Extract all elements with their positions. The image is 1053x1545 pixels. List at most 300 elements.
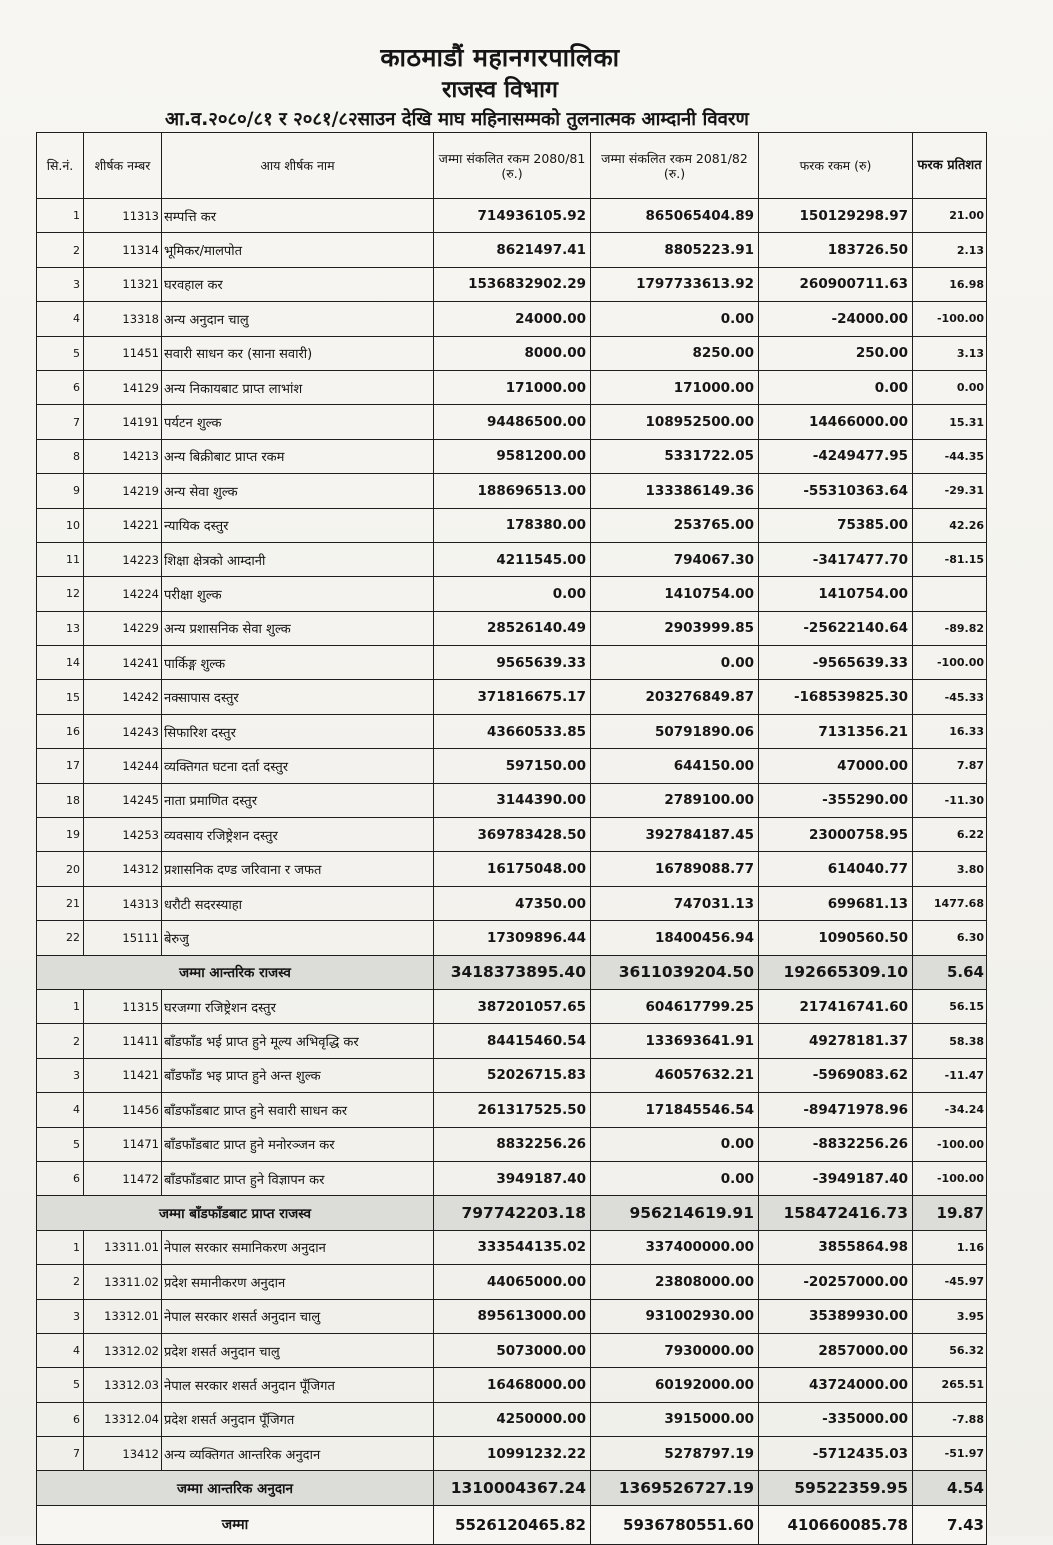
table-row <box>37 921 987 955</box>
row-percent: -45.97 <box>913 1265 987 1299</box>
row-name: प्रशासनिक दण्ड जरिवाना र जफत <box>162 852 434 886</box>
table-row <box>37 1161 987 1195</box>
row-amount-2081: 931002930.00 <box>591 1299 759 1333</box>
row-serial: 8 <box>37 439 84 473</box>
row-serial: 9 <box>37 474 84 508</box>
row-name: अन्य व्यक्तिगत आन्तरिक अनुदान <box>162 1437 434 1471</box>
section-total-row <box>37 1196 987 1230</box>
row-amount-2081: 0.00 <box>591 302 759 336</box>
row-difference: 3855864.98 <box>759 1230 913 1264</box>
section-total-difference: 59522359.95 <box>759 1471 913 1505</box>
row-difference: 75385.00 <box>759 508 913 542</box>
row-percent: -11.47 <box>913 1058 987 1092</box>
row-amount-2080: 9581200.00 <box>434 439 591 473</box>
row-difference: 1090560.50 <box>759 921 913 955</box>
row-code: 11471 <box>84 1127 162 1161</box>
row-code: 14224 <box>84 577 162 611</box>
row-amount-2081: 171000.00 <box>591 370 759 404</box>
row-amount-2080: 4211545.00 <box>434 542 591 576</box>
report-subtitle: आ.व.२०८०/८१ र २०८१/८२साउन देखि माघ महिनासम्मको तुलनात्मक आम्दानी विवरण <box>165 109 749 130</box>
row-code: 14221 <box>84 508 162 542</box>
row-percent: 3.80 <box>913 852 987 886</box>
row-serial: 4 <box>37 1093 84 1127</box>
row-amount-2080: 387201057.65 <box>434 989 591 1023</box>
row-amount-2081: 392784187.45 <box>591 818 759 852</box>
header-amount-2081: जम्मा संकलित रकम 2081/82 (रु.) <box>591 133 759 199</box>
row-name: बेरुजु <box>162 921 434 955</box>
row-name: पार्किङ्ग शुल्क <box>162 646 434 680</box>
row-amount-2080: 1536832902.29 <box>434 267 591 301</box>
row-amount-2080: 369783428.50 <box>434 818 591 852</box>
row-amount-2081: 0.00 <box>591 1161 759 1195</box>
row-difference: -55310363.64 <box>759 474 913 508</box>
table-row <box>37 577 987 611</box>
row-name: घरवहाल कर <box>162 267 434 301</box>
row-serial: 15 <box>37 680 84 714</box>
row-percent: 16.33 <box>913 714 987 748</box>
row-serial: 21 <box>37 886 84 920</box>
row-amount-2081: 8805223.91 <box>591 233 759 267</box>
row-amount-2080: 43660533.85 <box>434 714 591 748</box>
table-body <box>37 199 987 1545</box>
row-name: सवारी साधन कर (साना सवारी) <box>162 336 434 370</box>
row-difference: 1410754.00 <box>759 577 913 611</box>
row-name: नाता प्रमाणित दस्तुर <box>162 783 434 817</box>
row-name: प्रदेश समानीकरण अनुदान <box>162 1265 434 1299</box>
row-serial: 1 <box>37 1230 84 1264</box>
row-code: 14129 <box>84 370 162 404</box>
row-percent: 0.00 <box>913 370 987 404</box>
row-percent: -100.00 <box>913 302 987 336</box>
row-difference: -8832256.26 <box>759 1127 913 1161</box>
row-amount-2081: 46057632.21 <box>591 1058 759 1092</box>
section-total-2081: 1369526727.19 <box>591 1471 759 1505</box>
row-difference: 699681.13 <box>759 886 913 920</box>
section-total-percent: 5.64 <box>913 955 987 989</box>
row-amount-2080: 0.00 <box>434 577 591 611</box>
row-serial: 2 <box>37 233 84 267</box>
row-amount-2080: 714936105.92 <box>434 199 591 233</box>
row-serial: 5 <box>37 1127 84 1161</box>
row-difference: 47000.00 <box>759 749 913 783</box>
row-name: बाँडफाँडबाट प्राप्त हुने मनोरञ्जन कर <box>162 1127 434 1161</box>
row-amount-2080: 171000.00 <box>434 370 591 404</box>
header-name: आय शीर्षक नाम <box>162 133 434 199</box>
row-amount-2080: 333544135.02 <box>434 1230 591 1264</box>
row-name: व्यक्तिगत घटना दर्ता दस्तुर <box>162 749 434 783</box>
section-total-label: जम्मा आन्तरिक राजस्व <box>37 955 434 989</box>
row-serial: 1 <box>37 989 84 1023</box>
row-code: 14245 <box>84 783 162 817</box>
row-serial: 13 <box>37 611 84 645</box>
table-row <box>37 405 987 439</box>
row-amount-2081: 5331722.05 <box>591 439 759 473</box>
row-name: सम्पत्ति कर <box>162 199 434 233</box>
row-percent: -100.00 <box>913 1161 987 1195</box>
row-serial: 10 <box>37 508 84 542</box>
row-difference: 23000758.95 <box>759 818 913 852</box>
row-amount-2081: 253765.00 <box>591 508 759 542</box>
section-total-percent: 19.87 <box>913 1196 987 1230</box>
row-amount-2081: 2789100.00 <box>591 783 759 817</box>
section-total-label: जम्मा बाँडफाँडबाट प्राप्त राजस्व <box>37 1196 434 1230</box>
row-percent: 3.13 <box>913 336 987 370</box>
section-total-difference: 192665309.10 <box>759 955 913 989</box>
row-percent: -29.31 <box>913 474 987 508</box>
table-row <box>37 1024 987 1058</box>
header-percent: फरक प्रतिशत <box>913 133 987 199</box>
row-percent: 42.26 <box>913 508 987 542</box>
row-name: अन्य सेवा शुल्क <box>162 474 434 508</box>
row-serial: 6 <box>37 1161 84 1195</box>
section-total-2080: 797742203.18 <box>434 1196 591 1230</box>
row-amount-2080: 24000.00 <box>434 302 591 336</box>
row-code: 14223 <box>84 542 162 576</box>
row-amount-2081: 203276849.87 <box>591 680 759 714</box>
row-code: 11456 <box>84 1093 162 1127</box>
row-percent: -7.88 <box>913 1402 987 1436</box>
row-name: प्रदेश शसर्त अनुदान पूँजिगत <box>162 1402 434 1436</box>
row-code: 14313 <box>84 886 162 920</box>
row-name: धरौटी सदरस्याहा <box>162 886 434 920</box>
table-row <box>37 783 987 817</box>
row-amount-2081: 337400000.00 <box>591 1230 759 1264</box>
section-total-label: जम्मा आन्तरिक अनुदान <box>37 1471 434 1505</box>
row-difference: 0.00 <box>759 370 913 404</box>
row-amount-2081: 108952500.00 <box>591 405 759 439</box>
row-difference: -5969083.62 <box>759 1058 913 1092</box>
row-difference: 35389930.00 <box>759 1299 913 1333</box>
row-amount-2081: 1797733613.92 <box>591 267 759 301</box>
row-name: नेपाल सरकार शसर्त अनुदान चालु <box>162 1299 434 1333</box>
row-percent: -44.35 <box>913 439 987 473</box>
row-amount-2081: 865065404.89 <box>591 199 759 233</box>
table-header-row <box>37 133 987 199</box>
row-difference: -4249477.95 <box>759 439 913 473</box>
row-difference: 150129298.97 <box>759 199 913 233</box>
row-code: 14253 <box>84 818 162 852</box>
row-amount-2080: 9565639.33 <box>434 646 591 680</box>
row-code: 11315 <box>84 989 162 1023</box>
row-code: 11313 <box>84 199 162 233</box>
row-amount-2080: 28526140.49 <box>434 611 591 645</box>
row-code: 11451 <box>84 336 162 370</box>
row-code: 14312 <box>84 852 162 886</box>
row-serial: 19 <box>37 818 84 852</box>
row-name: अन्य अनुदान चालु <box>162 302 434 336</box>
row-amount-2080: 8000.00 <box>434 336 591 370</box>
department-title: राजस्व विभाग <box>442 77 558 103</box>
table-row <box>37 233 987 267</box>
row-percent: -89.82 <box>913 611 987 645</box>
row-serial: 3 <box>37 1058 84 1092</box>
row-name: बाँडफाँडबाट प्राप्त हुने सवारी साधन कर <box>162 1093 434 1127</box>
row-amount-2081: 133693641.91 <box>591 1024 759 1058</box>
section-total-row <box>37 955 987 989</box>
row-serial: 2 <box>37 1024 84 1058</box>
row-code: 13311.01 <box>84 1230 162 1264</box>
row-name: व्यवसाय रजिष्ट्रेशन दस्तुर <box>162 818 434 852</box>
row-percent: -100.00 <box>913 1127 987 1161</box>
row-amount-2081: 0.00 <box>591 1127 759 1161</box>
row-code: 14191 <box>84 405 162 439</box>
row-code: 13311.02 <box>84 1265 162 1299</box>
row-percent: 16.98 <box>913 267 987 301</box>
row-name: घरजग्गा रजिष्ट्रेशन दस्तुर <box>162 989 434 1023</box>
table-row <box>37 370 987 404</box>
row-code: 14219 <box>84 474 162 508</box>
row-amount-2080: 261317525.50 <box>434 1093 591 1127</box>
row-difference: -89471978.96 <box>759 1093 913 1127</box>
row-name: प्रदेश शसर्त अनुदान चालु <box>162 1333 434 1367</box>
row-percent: -100.00 <box>913 646 987 680</box>
row-amount-2080: 8832256.26 <box>434 1127 591 1161</box>
table-row <box>37 1437 987 1471</box>
row-amount-2081: 747031.13 <box>591 886 759 920</box>
row-difference: 250.00 <box>759 336 913 370</box>
section-total-difference: 158472416.73 <box>759 1196 913 1230</box>
row-amount-2081: 0.00 <box>591 646 759 680</box>
row-serial: 3 <box>37 1299 84 1333</box>
header-amount-2080: जम्मा संकलित रकम 2080/81 (रु.) <box>434 133 591 199</box>
row-amount-2080: 178380.00 <box>434 508 591 542</box>
row-difference: -24000.00 <box>759 302 913 336</box>
table-row <box>37 267 987 301</box>
row-amount-2080: 4250000.00 <box>434 1402 591 1436</box>
row-difference: -9565639.33 <box>759 646 913 680</box>
row-percent: -45.33 <box>913 680 987 714</box>
row-amount-2080: 94486500.00 <box>434 405 591 439</box>
row-difference: 49278181.37 <box>759 1024 913 1058</box>
row-amount-2080: 597150.00 <box>434 749 591 783</box>
row-name: नक्सापास दस्तुर <box>162 680 434 714</box>
row-serial: 4 <box>37 1333 84 1367</box>
row-percent: 21.00 <box>913 199 987 233</box>
row-amount-2080: 895613000.00 <box>434 1299 591 1333</box>
row-percent: 56.15 <box>913 989 987 1023</box>
row-amount-2081: 644150.00 <box>591 749 759 783</box>
row-serial: 7 <box>37 1437 84 1471</box>
row-difference: 260900711.63 <box>759 267 913 301</box>
row-code: 11472 <box>84 1161 162 1195</box>
row-amount-2081: 171845546.54 <box>591 1093 759 1127</box>
table-row <box>37 886 987 920</box>
grand-total-2080: 5526120465.82 <box>434 1505 591 1544</box>
row-serial: 6 <box>37 1402 84 1436</box>
row-code: 11411 <box>84 1024 162 1058</box>
table-row <box>37 989 987 1023</box>
row-serial: 2 <box>37 1265 84 1299</box>
row-percent: 265.51 <box>913 1368 987 1402</box>
grand-total-percent: 7.43 <box>913 1505 987 1544</box>
row-serial: 7 <box>37 405 84 439</box>
row-percent: 1477.68 <box>913 886 987 920</box>
row-serial: 5 <box>37 336 84 370</box>
row-code: 13412 <box>84 1437 162 1471</box>
row-difference: 7131356.21 <box>759 714 913 748</box>
section-total-2081: 3611039204.50 <box>591 955 759 989</box>
row-difference: 43724000.00 <box>759 1368 913 1402</box>
row-name: पर्यटन शुल्क <box>162 405 434 439</box>
row-amount-2081: 3915000.00 <box>591 1402 759 1436</box>
section-total-percent: 4.54 <box>913 1471 987 1505</box>
row-serial: 20 <box>37 852 84 886</box>
table-row <box>37 542 987 576</box>
row-amount-2081: 7930000.00 <box>591 1333 759 1367</box>
row-amount-2081: 23808000.00 <box>591 1265 759 1299</box>
table-row <box>37 818 987 852</box>
row-name: बाँडफाँडबाट प्राप्त हुने विज्ञापन कर <box>162 1161 434 1195</box>
table-row <box>37 199 987 233</box>
row-amount-2081: 604617799.25 <box>591 989 759 1023</box>
section-total-2081: 956214619.91 <box>591 1196 759 1230</box>
row-difference: -5712435.03 <box>759 1437 913 1471</box>
row-amount-2080: 16175048.00 <box>434 852 591 886</box>
table-row <box>37 1333 987 1367</box>
row-amount-2081: 8250.00 <box>591 336 759 370</box>
row-code: 14244 <box>84 749 162 783</box>
row-serial: 1 <box>37 199 84 233</box>
row-difference: 14466000.00 <box>759 405 913 439</box>
row-difference: 183726.50 <box>759 233 913 267</box>
row-code: 14213 <box>84 439 162 473</box>
row-percent <box>913 577 987 611</box>
table-row <box>37 714 987 748</box>
row-amount-2080: 52026715.83 <box>434 1058 591 1092</box>
row-code: 13318 <box>84 302 162 336</box>
row-code: 11321 <box>84 267 162 301</box>
row-percent: 6.30 <box>913 921 987 955</box>
row-code: 13312.02 <box>84 1333 162 1367</box>
grand-total-difference: 410660085.78 <box>759 1505 913 1544</box>
row-serial: 16 <box>37 714 84 748</box>
header-serial: सि.नं. <box>37 133 84 199</box>
row-amount-2080: 84415460.54 <box>434 1024 591 1058</box>
row-difference: 614040.77 <box>759 852 913 886</box>
row-difference: 217416741.60 <box>759 989 913 1023</box>
row-percent: 56.32 <box>913 1333 987 1367</box>
row-percent: -34.24 <box>913 1093 987 1127</box>
revenue-comparison-table <box>36 132 987 1545</box>
header-difference: फरक रकम (रु) <box>759 133 913 199</box>
row-amount-2080: 8621497.41 <box>434 233 591 267</box>
table-row <box>37 1265 987 1299</box>
row-amount-2081: 18400456.94 <box>591 921 759 955</box>
grand-total-2081: 5936780551.60 <box>591 1505 759 1544</box>
row-percent: 7.87 <box>913 749 987 783</box>
row-name: सिफारिश दस्तुर <box>162 714 434 748</box>
row-code: 13312.01 <box>84 1299 162 1333</box>
row-amount-2080: 371816675.17 <box>434 680 591 714</box>
row-amount-2081: 133386149.36 <box>591 474 759 508</box>
row-serial: 14 <box>37 646 84 680</box>
row-amount-2080: 47350.00 <box>434 886 591 920</box>
table-row <box>37 1368 987 1402</box>
table-row <box>37 1230 987 1264</box>
row-percent: 1.16 <box>913 1230 987 1264</box>
section-total-row <box>37 1471 987 1505</box>
row-difference: -168539825.30 <box>759 680 913 714</box>
table-row <box>37 439 987 473</box>
row-name: अन्य प्रशासनिक सेवा शुल्क <box>162 611 434 645</box>
row-amount-2081: 60192000.00 <box>591 1368 759 1402</box>
row-amount-2080: 3949187.40 <box>434 1161 591 1195</box>
table-row <box>37 1058 987 1092</box>
row-difference: -3417477.70 <box>759 542 913 576</box>
row-percent: 6.22 <box>913 818 987 852</box>
row-amount-2081: 5278797.19 <box>591 1437 759 1471</box>
row-amount-2080: 10991232.22 <box>434 1437 591 1471</box>
row-code: 14241 <box>84 646 162 680</box>
row-code: 13312.04 <box>84 1402 162 1436</box>
row-serial: 17 <box>37 749 84 783</box>
table-row <box>37 1402 987 1436</box>
row-difference: -3949187.40 <box>759 1161 913 1195</box>
table-row <box>37 336 987 370</box>
row-serial: 22 <box>37 921 84 955</box>
row-difference: -25622140.64 <box>759 611 913 645</box>
grand-total-row <box>37 1505 987 1544</box>
row-name: नेपाल सरकार समानिकरण अनुदान <box>162 1230 434 1264</box>
table-row <box>37 611 987 645</box>
header-code: शीर्षक नम्बर <box>84 133 162 199</box>
table-row <box>37 749 987 783</box>
row-amount-2081: 1410754.00 <box>591 577 759 611</box>
row-amount-2080: 5073000.00 <box>434 1333 591 1367</box>
row-percent: 58.38 <box>913 1024 987 1058</box>
row-name: अन्य निकायबाट प्राप्त लाभांश <box>162 370 434 404</box>
row-code: 14229 <box>84 611 162 645</box>
row-amount-2080: 3144390.00 <box>434 783 591 817</box>
row-code: 14243 <box>84 714 162 748</box>
row-code: 15111 <box>84 921 162 955</box>
grand-total-label: जम्मा <box>37 1505 434 1544</box>
row-amount-2081: 16789088.77 <box>591 852 759 886</box>
row-amount-2081: 2903999.85 <box>591 611 759 645</box>
row-amount-2080: 16468000.00 <box>434 1368 591 1402</box>
row-name: शिक्षा क्षेत्रको आम्दानी <box>162 542 434 576</box>
row-name: अन्य बिक्रीबाट प्राप्त रकम <box>162 439 434 473</box>
section-total-2080: 3418373895.40 <box>434 955 591 989</box>
table-row <box>37 508 987 542</box>
row-serial: 5 <box>37 1368 84 1402</box>
row-serial: 6 <box>37 370 84 404</box>
table-row <box>37 852 987 886</box>
row-name: नेपाल सरकार शसर्त अनुदान पूँजिगत <box>162 1368 434 1402</box>
table-row <box>37 1093 987 1127</box>
row-amount-2080: 188696513.00 <box>434 474 591 508</box>
row-name: बाँडफाँड भई प्राप्त हुने मूल्य अभिवृद्धि कर <box>162 1024 434 1058</box>
row-serial: 4 <box>37 302 84 336</box>
row-serial: 18 <box>37 783 84 817</box>
row-percent: 15.31 <box>913 405 987 439</box>
row-name: न्यायिक दस्तुर <box>162 508 434 542</box>
row-name: परीक्षा शुल्क <box>162 577 434 611</box>
table-row <box>37 474 987 508</box>
row-difference: -335000.00 <box>759 1402 913 1436</box>
row-difference: -20257000.00 <box>759 1265 913 1299</box>
row-percent: -81.15 <box>913 542 987 576</box>
row-name: बाँडफाँड भइ प्राप्त हुने अन्त शुल्क <box>162 1058 434 1092</box>
row-code: 11314 <box>84 233 162 267</box>
section-total-2080: 1310004367.24 <box>434 1471 591 1505</box>
row-amount-2080: 17309896.44 <box>434 921 591 955</box>
row-serial: 11 <box>37 542 84 576</box>
table-row <box>37 1127 987 1161</box>
row-code: 11421 <box>84 1058 162 1092</box>
row-serial: 12 <box>37 577 84 611</box>
row-percent: 2.13 <box>913 233 987 267</box>
